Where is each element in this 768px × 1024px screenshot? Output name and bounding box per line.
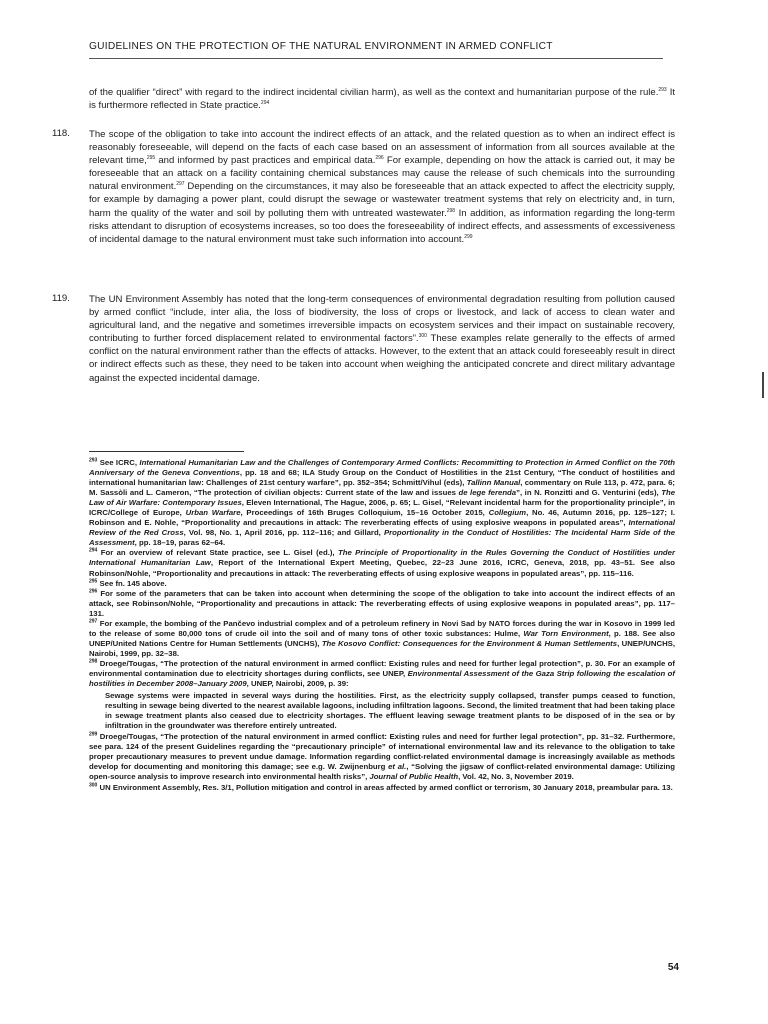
- footnote-ref-296[interactable]: 296: [375, 155, 384, 162]
- footnote-number: 296: [89, 588, 98, 595]
- intro-paragraph: [89, 86, 675, 112]
- margin-bar: [762, 372, 764, 398]
- paragraph-118: [89, 128, 675, 246]
- p118-text-a: The scope of the obligation to take into account the indirect effects of an attack, and the related question as to when an indirect effect is reasonably foreseeable, will depend on the facts of each case based on an assessment of information from all sources available at the relevant time,: [89, 129, 675, 167]
- footnotes: [89, 458, 675, 793]
- footnote-ref-293[interactable]: 293: [658, 86, 667, 93]
- footnote-297: $^{297}$ For example, the bombing of the Pančevo industrial complex and of a petroleum refinery in Novi Sad by NATO forces during the war in Kosovo in 1999 led to the release of some 80,000 tons of crude oil into the soil and of many tons of other toxic substances: Hulme, War Torn Environment, p. 188. See also UNEP/United Nations Centre for Human Settlements (UNCHS), The Kosovo Conflict: Consequences for the Environment & Human Settlements, UNEP/UNCHS, Nairobi, 1999, pp. 32–38.: [89, 618, 676, 658]
- footnote-number: 293: [89, 457, 98, 464]
- footnote-ref-295[interactable]: 295: [146, 155, 156, 162]
- p118-text-c: For example, depending on how the attack is carried out, it may be foreseeable that an attack on a facility containing chemical substances may cause the release of such chemicals into the surrounding natural environment.: [89, 155, 675, 193]
- footnote-ref-294[interactable]: 294: [260, 99, 270, 106]
- paragraph-119: [89, 293, 675, 385]
- footnote-293: $^{293}$ See ICRC, International Humanitarian Law and the Challenges of Contemporary Armed Conflicts: Recommitting to Protection in Armed Conflict on the 70th Anniversary of the Geneva Conventions, pp. 18 and 68; ILA Study Group on the Conduct of Hostilities in the 21st Century, “The conduct of hostilities and international humanitarian law: Challenges of 21st century warfare”, pp. 352–354; Schmitt/Vihul (eds), Tallinn Manual, commentary on Rule 113, p. 472, para. 6; M. Sassòli and L. Cameron, “The protection of civilian objects: Current state of the law and issues de lege ferenda”, in N. Ronzitti and G. Venturini (eds), The Law of Air Warfare: Contemporary Issues, Eleven International, The Hague, 2006, p. 65; L. Gisel, “Relevant incidental harm for the proportionality principle”, in ICRC/College of Europe, Urban Warfare, Proceedings of 16th Bruges Colloquium, 15–16 October 2015, Collegium, No. 46, Autumn 2016, pp. 125–127; I. Robinson and E. Nohle, “Proportionality and precautions in attack: The reverberating effects of using explosive weapons in populated areas”, International Review of the Red Cross, Vol. 98, No. 1, April 2016, pp. 112–116; and Gillard, Proportionality in the Conduct of Hostilities: The Incidental Harm Side of the Assessment, pp. 18–19, paras 62–64.: [89, 457, 676, 548]
- footnote-number: 298: [89, 658, 98, 665]
- footnote-number: 299: [89, 731, 98, 738]
- p118-text-b: and informed by past practices and empirical data.: [155, 155, 376, 167]
- paragraph-number-119: 119.: [52, 293, 70, 304]
- footnote-number: 294: [89, 547, 98, 554]
- intro-text-b: It is furthermore reflected in State practice.: [89, 87, 675, 112]
- footnote-298: $^{298}$ Droege/Tougas, “The protection of the natural environment in armed conflict: Existing rules and need for further legal protection”, p. 30. For an example of environmental contamination due to electricity shortages during conflicts, see UNEP, Environmental Assessment of the Gaza Strip following the escalation of hostilities in December 2008–January 2009, UNEP, Nairobi, 2009, p. 39:: [89, 658, 675, 689]
- p118-text-e: In addition, as information regarding the long-term risks attendant to disruption of ecosystems increases, so too does the foreseeability of indirect effects, and assessments of excessiveness of incidental damage to the natural environment must take such information into account.: [89, 207, 675, 245]
- running-header: GUIDELINES ON THE PROTECTION OF THE NATURAL ENVIRONMENT IN ARMED CONFLICT: [89, 41, 553, 52]
- footnote-ref-300[interactable]: 300: [418, 333, 427, 340]
- p119-text-a: The UN Environment Assembly has noted that the long-term consequences of environmental degradation resulting from pollution caused by armed conflict “include, inter alia, the loss of biodiversity, the loss of crops or livestock, and lack of access to clean water and agricultural land, and the negative and sometimes irreversible impacts on ecosystem services and their impact on sustainable recovery, contributing to further forced displacement related to environmental factors”.: [89, 294, 675, 345]
- p118-text-d: Depending on the circumstances, it may also be foreseeable that an attack expected to affect the electricity supply, for example by damaging a power plant, could disrupt the sewage or wastewater treatment systems that rely on electricity and, in turn, harm the quality of the water and soil by polluting them with untreated wastewater.: [89, 181, 675, 219]
- p119-text-b: These examples relate generally to the effects of armed conflict on the natural environment rather than the effects of attacks. However, to the extent that an attack could foreseeably result in direct or indirect effects such as these, they need to be taken into account when weighing the anticipated concrete and direct military advantage against the expected incidental damage.: [89, 333, 676, 384]
- footnote-300: $^{300}$ UN Environment Assembly, Res. 3/1, Pollution mitigation and control in areas affected by armed conflict or terrorism, 30 January 2018, preambular para. 13.: [89, 781, 673, 792]
- footnote-296: $^{296}$ For some of the parameters that can be taken into account when determining the scope of the obligation to take into account the indirect effects of an attack, see Robinson/Nohle, “Proportionality and precautions in attack: The reverberating effects of using explosive weapons in populated areas”, pp. 117–131.: [89, 588, 675, 618]
- footnote-299: $^{299}$ Droege/Tougas, “The protection of the natural environment in armed conflict: Existing rules and need for further legal protection”, pp. 31–32. Furthermore, see para. 124 of the present Guidelines regarding the “precautionary principle” of international environmental law and its relevance to the obligation to take proper precautionary measures to prevent undue damage. Information regarding conflict-related environmental damage is increasingly available as methods develop for documenting and monitoring this damage; see e.g. W. Zwijnenburg et al., “Solving the jigsaw of conflict-related environmental damage: Utilizing open-source analysis to improve research into environmental health risks”, Journal of Public Health, Vol. 42, No. 3, November 2019.: [89, 731, 675, 782]
- footnote-295: $^{295}$ See fn. 145 above.: [89, 577, 167, 588]
- header-rule: [89, 58, 663, 59]
- footnote-298-blockquote: Sewage systems were impacted in several ways during the hostilities. First, as the electricity supply collapsed, transfer pumps ceased to function, resulting in sewage being diverted to the nearest available lagoons, including infiltration lagoons. Second, the limited treatment that had been taking place in sewage treatment plants also ceased due to electricity shortages. The effluent leaving sewage treatment plants to be disposed of in the sea or by infiltration in the groundwater was therefore entirely untreated.: [105, 691, 675, 731]
- footnote-number: 297: [89, 618, 98, 625]
- paragraph-number-118: 118.: [52, 128, 70, 139]
- footnote-ref-297[interactable]: 297: [176, 181, 185, 188]
- footnote-separator: [89, 451, 244, 452]
- intro-text-a: of the qualifier “direct” with regard to the indirect incidental civilian harm), as well as the context and humanitarian purpose of the rule.: [89, 87, 659, 98]
- page-number: 54: [667, 962, 679, 973]
- footnote-ref-299[interactable]: 299: [464, 233, 473, 240]
- footnote-number: 300: [89, 781, 98, 788]
- footnote-294: $^{294}$ For an overview of relevant State practice, see L. Gisel (ed.), The Principle of Proportionality in the Rules Governing the Conduct of Hostilities under International Humanitarian Law, Report of the International Expert Meeting, Quebec, 22–23 June 2016, ICRC, Geneva, 2018, pp. 43–51. See also Robinson/Nohle, “Proportionality and precautions in attack: The reverberating effects of using explosive weapons in populated areas”, pp. 115–116.: [89, 547, 676, 578]
- footnote-number: 295: [89, 577, 98, 584]
- footnote-ref-298[interactable]: 298: [446, 207, 456, 214]
